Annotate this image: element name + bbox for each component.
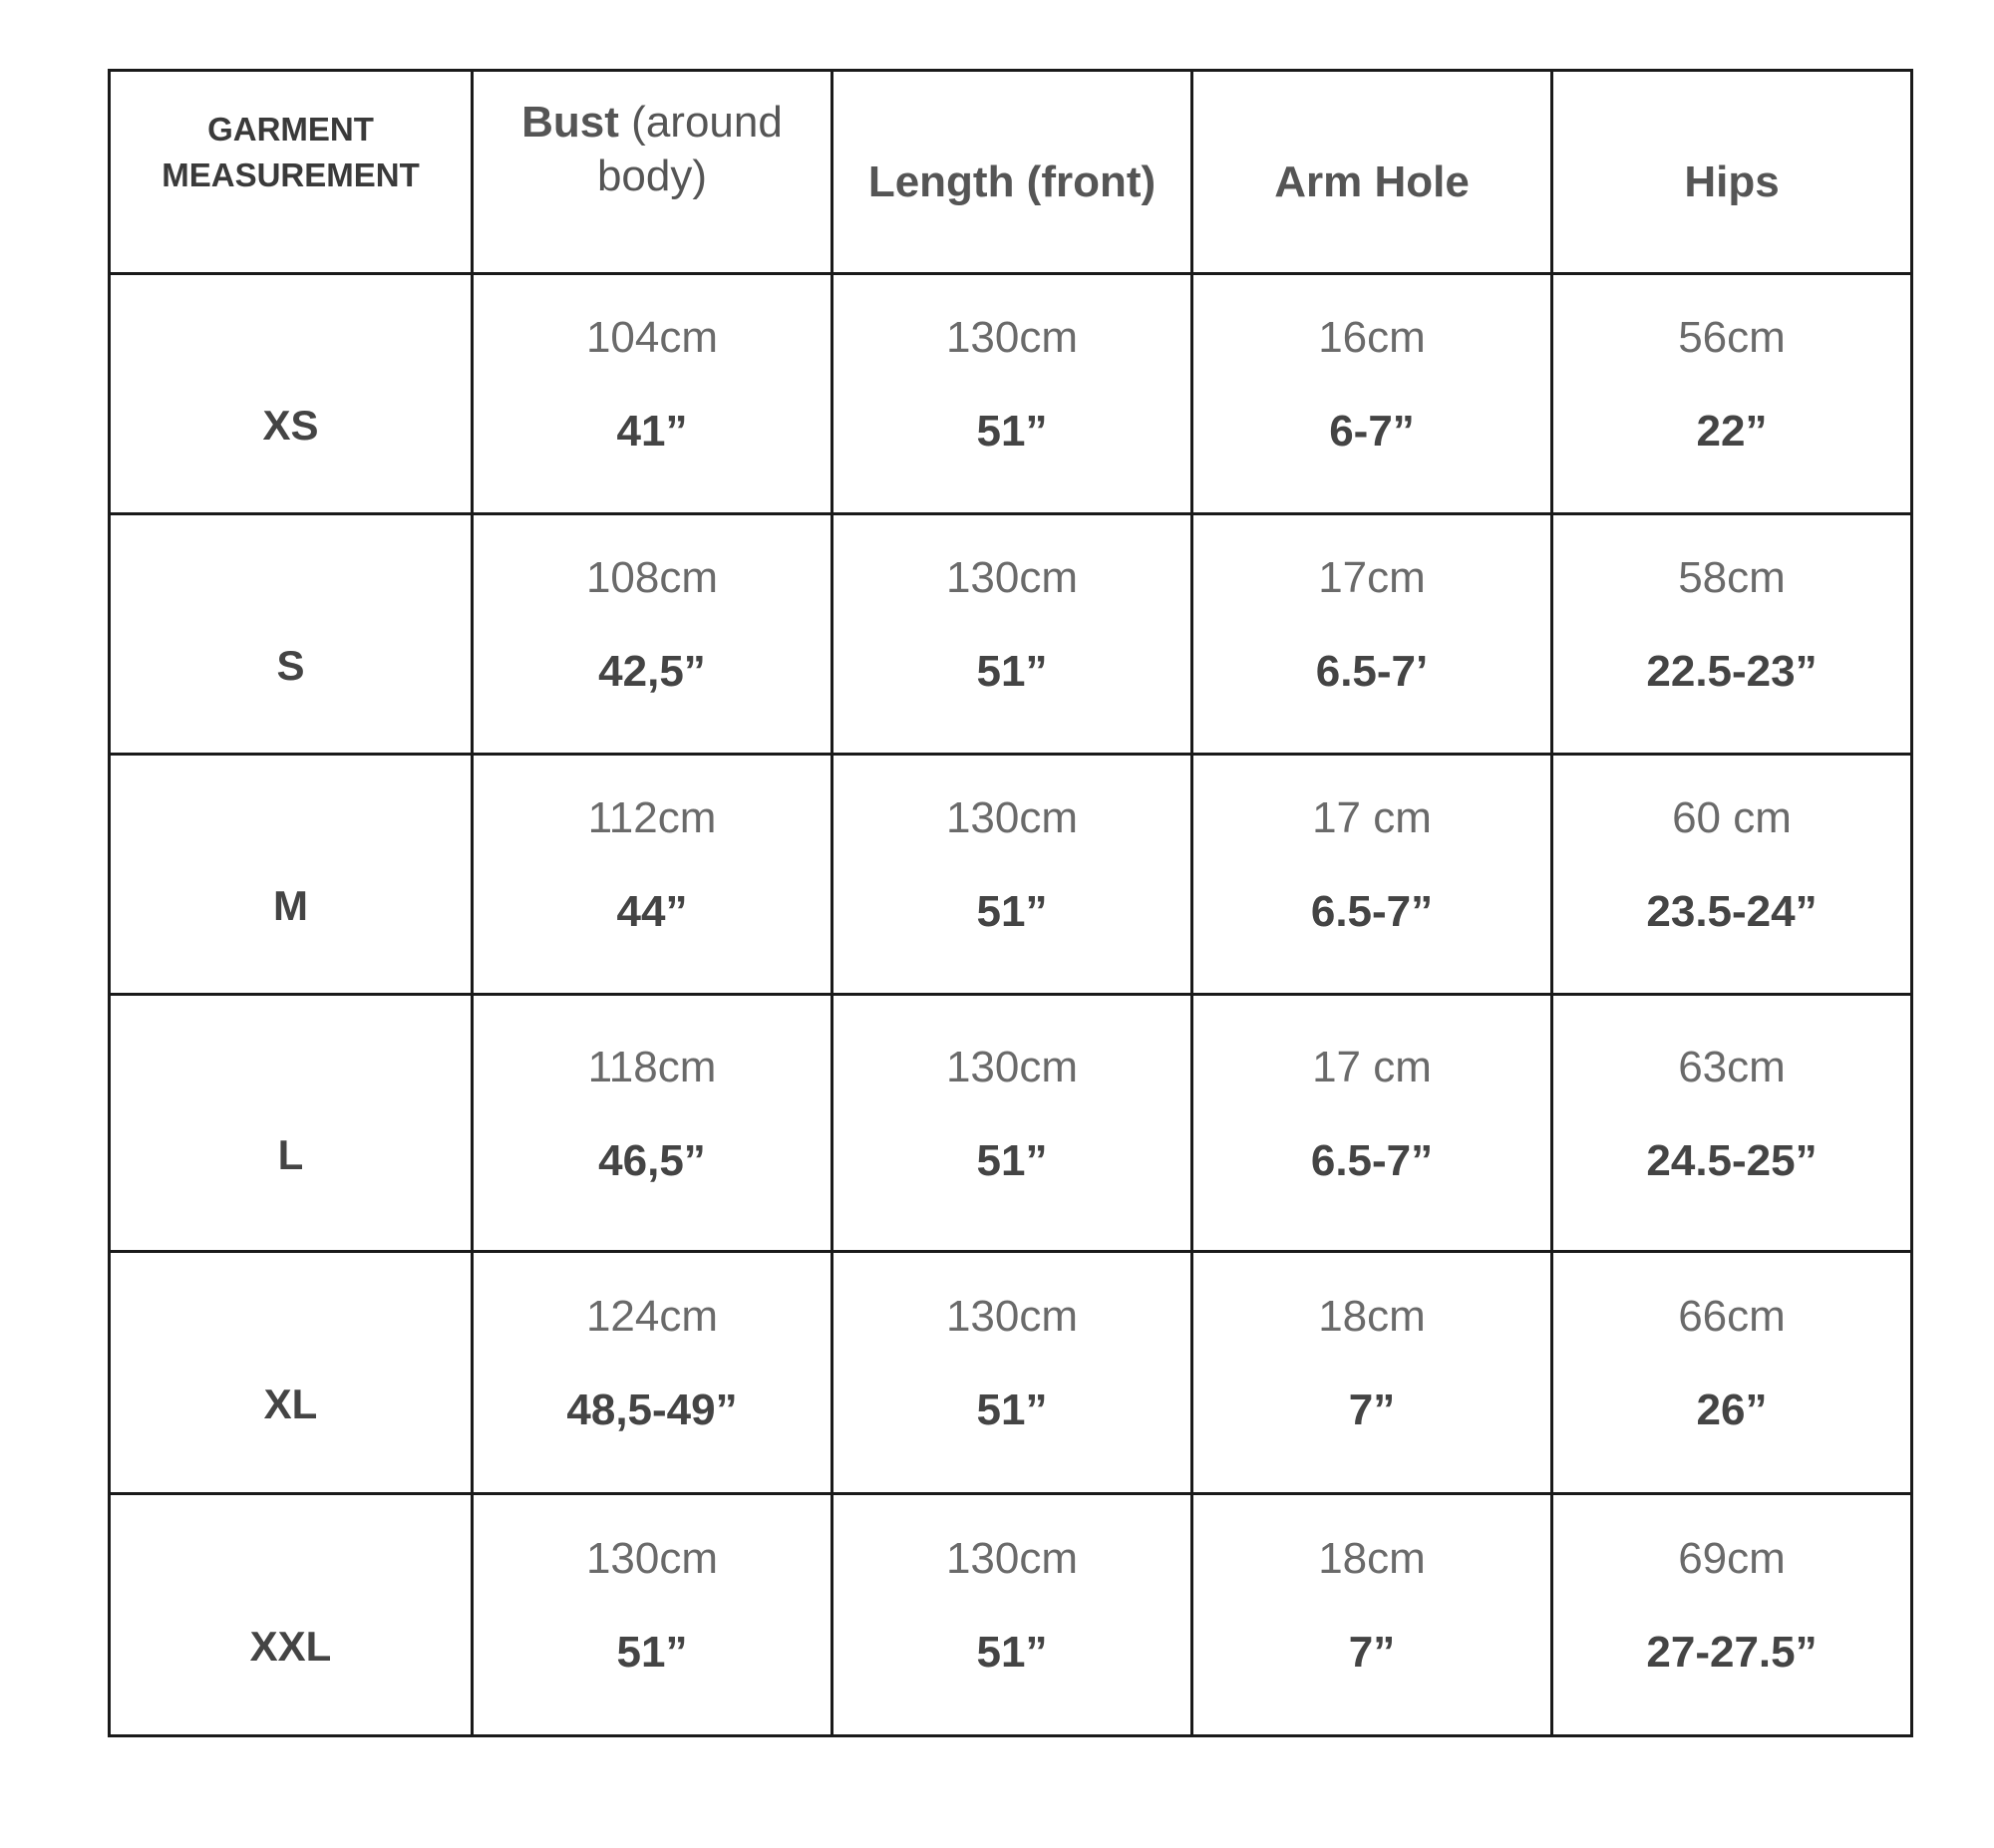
value-cm: 60 cm bbox=[1672, 793, 1792, 842]
value-inches: 7” bbox=[1348, 1386, 1396, 1434]
value-inches: 22” bbox=[1696, 407, 1768, 456]
value-cm: 69cm bbox=[1678, 1534, 1786, 1583]
measurement-values bbox=[1193, 311, 1550, 459]
table-row bbox=[110, 1494, 1912, 1736]
size-label: XL bbox=[263, 1381, 318, 1427]
measurement-cell-length bbox=[832, 1252, 1192, 1494]
measurement-cell-hips bbox=[1552, 1494, 1912, 1736]
value-cm: 18cm bbox=[1318, 1292, 1426, 1341]
value-inches: 46,5” bbox=[598, 1135, 706, 1185]
table-row bbox=[110, 514, 1912, 755]
measurement-values bbox=[1553, 1041, 1910, 1188]
size-chart-table bbox=[108, 69, 1913, 1737]
value-cm: 18cm bbox=[1318, 1534, 1426, 1583]
measurement-values bbox=[1553, 311, 1910, 459]
measurement-values bbox=[833, 1290, 1190, 1437]
measurement-cell-length bbox=[832, 755, 1192, 995]
header-label-bust bbox=[474, 96, 831, 203]
table-row bbox=[110, 995, 1912, 1252]
header-cell-hips bbox=[1552, 71, 1912, 274]
measurement-cell-hips bbox=[1552, 514, 1912, 755]
measurement-values bbox=[833, 791, 1190, 939]
value-inches: 51” bbox=[976, 1628, 1048, 1677]
measurement-values bbox=[1193, 1041, 1550, 1188]
measurement-values bbox=[1553, 551, 1910, 699]
value-cm: 58cm bbox=[1678, 553, 1786, 602]
measurement-cell-length bbox=[832, 1494, 1192, 1736]
value-inches: 51” bbox=[976, 887, 1048, 936]
value-cm: 66cm bbox=[1678, 1292, 1786, 1341]
table-row bbox=[110, 755, 1912, 995]
value-cm: 63cm bbox=[1678, 1042, 1786, 1091]
value-inches: 26” bbox=[1696, 1386, 1768, 1434]
header-bust-light: (around body) bbox=[596, 97, 783, 200]
measurement-values bbox=[474, 551, 831, 699]
measurement-cell-length bbox=[832, 274, 1192, 514]
value-cm: 17 cm bbox=[1312, 793, 1432, 842]
measurement-values bbox=[1193, 1532, 1550, 1680]
value-cm: 112cm bbox=[587, 793, 717, 842]
corner-label-line2: MEASUREMENT bbox=[162, 155, 420, 193]
value-cm: 130cm bbox=[945, 1534, 1079, 1583]
measurement-values bbox=[833, 1532, 1190, 1680]
corner-label-line1: GARMENT bbox=[207, 110, 374, 148]
measurement-cell-hips bbox=[1552, 755, 1912, 995]
table-row bbox=[110, 1252, 1912, 1494]
measurement-values bbox=[1553, 1532, 1910, 1680]
value-cm: 130cm bbox=[945, 793, 1079, 842]
measurement-cell-armhole bbox=[1192, 1494, 1552, 1736]
value-cm: 130cm bbox=[945, 553, 1079, 602]
corner-label bbox=[111, 107, 471, 198]
value-inches: 51” bbox=[976, 407, 1048, 456]
value-inches: 6.5-7’ bbox=[1315, 647, 1429, 696]
value-cm: 130cm bbox=[585, 1534, 719, 1583]
measurement-values bbox=[833, 1041, 1190, 1188]
value-inches: 27-27.5” bbox=[1646, 1628, 1818, 1677]
value-cm: 118cm bbox=[587, 1042, 717, 1091]
measurement-values bbox=[1193, 791, 1550, 939]
measurement-cell-length bbox=[832, 514, 1192, 755]
value-cm: 56cm bbox=[1678, 313, 1786, 362]
size-label: S bbox=[276, 642, 305, 689]
size-label: XXL bbox=[249, 1623, 332, 1670]
size-label: XS bbox=[262, 402, 319, 449]
size-cell bbox=[110, 1494, 473, 1736]
header-label-length: Length (front) bbox=[867, 156, 1157, 206]
value-inches: 51” bbox=[616, 1628, 688, 1677]
measurement-values bbox=[1553, 1290, 1910, 1437]
measurement-values bbox=[1553, 791, 1910, 939]
value-inches: 41” bbox=[616, 407, 688, 456]
value-inches: 51” bbox=[976, 1135, 1048, 1185]
measurement-values bbox=[833, 551, 1190, 699]
header-cell-armhole bbox=[1192, 71, 1552, 274]
value-inches: 6-7” bbox=[1329, 407, 1415, 456]
measurement-cell-armhole bbox=[1192, 1252, 1552, 1494]
value-inches: 7” bbox=[1348, 1628, 1396, 1677]
measurement-cell-bust bbox=[473, 755, 832, 995]
value-inches: 6.5-7” bbox=[1310, 1135, 1434, 1185]
value-inches: 22.5-23” bbox=[1646, 647, 1818, 696]
value-cm: 130cm bbox=[945, 313, 1079, 362]
value-cm: 108cm bbox=[585, 553, 719, 602]
measurement-cell-hips bbox=[1552, 1252, 1912, 1494]
size-label: L bbox=[277, 1130, 304, 1178]
header-cell-bust bbox=[473, 71, 832, 274]
value-inches: 23.5-24” bbox=[1646, 887, 1818, 936]
measurement-values bbox=[474, 1041, 831, 1188]
measurement-values bbox=[474, 791, 831, 939]
header-label-hips: Hips bbox=[1684, 156, 1780, 206]
measurement-cell-hips bbox=[1552, 274, 1912, 514]
measurement-cell-bust bbox=[473, 995, 832, 1252]
measurement-cell-bust bbox=[473, 514, 832, 755]
value-cm: 17cm bbox=[1318, 553, 1426, 602]
measurement-values bbox=[474, 1532, 831, 1680]
value-inches: 6.5-7” bbox=[1310, 887, 1434, 936]
size-cell bbox=[110, 755, 473, 995]
measurement-cell-armhole bbox=[1192, 995, 1552, 1252]
value-cm: 130cm bbox=[945, 1042, 1079, 1091]
size-cell bbox=[110, 514, 473, 755]
header-bust-bold: Bust bbox=[521, 97, 619, 147]
measurement-cell-length bbox=[832, 995, 1192, 1252]
size-label: M bbox=[273, 882, 308, 929]
measurement-cell-bust bbox=[473, 1494, 832, 1736]
value-cm: 17 cm bbox=[1312, 1042, 1432, 1091]
value-inches: 48,5-49” bbox=[566, 1386, 738, 1434]
header-label-armhole: Arm Hole bbox=[1274, 156, 1470, 206]
measurement-values bbox=[474, 311, 831, 459]
measurement-cell-bust bbox=[473, 1252, 832, 1494]
value-inches: 51” bbox=[976, 1386, 1048, 1434]
size-cell bbox=[110, 274, 473, 514]
value-inches: 51” bbox=[976, 647, 1048, 696]
measurement-cell-armhole bbox=[1192, 755, 1552, 995]
measurement-values bbox=[474, 1290, 831, 1437]
value-cm: 124cm bbox=[585, 1292, 719, 1341]
value-cm: 104cm bbox=[585, 313, 719, 362]
measurement-cell-armhole bbox=[1192, 514, 1552, 755]
measurement-values bbox=[1193, 1290, 1550, 1437]
table-header-row bbox=[110, 71, 1912, 274]
table-body bbox=[110, 274, 1912, 1736]
measurement-values bbox=[833, 311, 1190, 459]
value-cm: 16cm bbox=[1318, 313, 1426, 362]
measurement-values bbox=[1193, 551, 1550, 699]
corner-header-cell bbox=[110, 71, 473, 274]
size-cell bbox=[110, 995, 473, 1252]
measurement-cell-armhole bbox=[1192, 274, 1552, 514]
value-inches: 24.5-25” bbox=[1646, 1135, 1818, 1185]
measurement-cell-hips bbox=[1552, 995, 1912, 1252]
value-inches: 44” bbox=[616, 887, 688, 936]
value-cm: 130cm bbox=[945, 1292, 1079, 1341]
header-cell-length bbox=[832, 71, 1192, 274]
size-cell bbox=[110, 1252, 473, 1494]
table-row bbox=[110, 274, 1912, 514]
measurement-cell-bust bbox=[473, 274, 832, 514]
value-inches: 42,5” bbox=[598, 647, 706, 696]
